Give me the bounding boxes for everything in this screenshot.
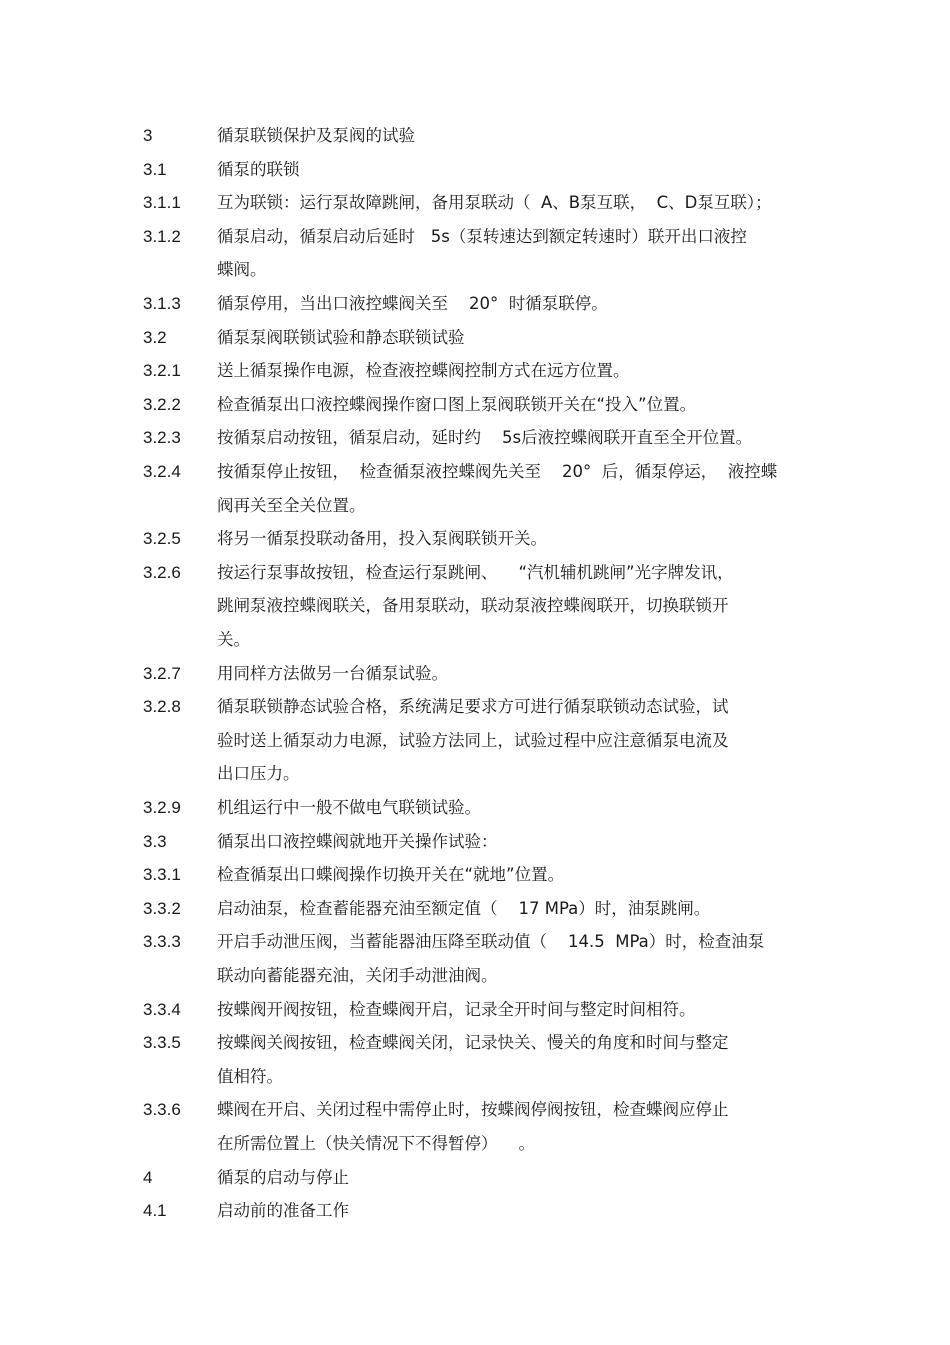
clause-text xyxy=(217,354,827,388)
clause-text-line: 机组运行中一般不做电气联锁试验。 xyxy=(217,798,481,817)
clause-text xyxy=(217,421,827,455)
clause-text xyxy=(217,1093,827,1160)
clause-text-line: 循泵的联锁 xyxy=(217,159,300,179)
clause-number: 3.2.2 xyxy=(143,394,181,414)
clause-text-line: 循泵联锁静态试验合格，系统满足要求方可进行循泵联锁动态试验，试 xyxy=(217,697,729,717)
clause-text-line: 互为联锁：运行泵故障跳闸，备用泵联动（ A、B泵互联， C、D泵互联）； xyxy=(217,193,772,213)
clause-number: 3.2.6 xyxy=(143,562,181,582)
clause-number: 3.1.2 xyxy=(143,226,181,246)
clause-text-line: 启动前的准备工作 xyxy=(217,1201,349,1221)
clause-text-line: 跳闸泵液控蝶阀联关，备用泵联动，联动泵液控蝶阀联开，切换联锁开 xyxy=(217,596,729,616)
clause-number: 3 xyxy=(143,126,153,145)
clause-text-line: 验时送上循泵动力电源，试验方法同上，试验过程中应注意循泵电流及 xyxy=(217,730,729,750)
clause-text-line: 循泵联锁保护及泵阀的试验 xyxy=(217,126,415,145)
clause-text xyxy=(217,825,827,859)
clause-text-line: 出口压力。 xyxy=(217,764,300,784)
clause-text xyxy=(217,287,827,321)
clause-text xyxy=(217,993,827,1027)
clause-number: 4 xyxy=(143,1167,153,1187)
clause-text-line: 阀再关至全关位置。 xyxy=(217,495,366,515)
clause-text-line: 循泵的启动与停止 xyxy=(217,1167,349,1187)
clause-text xyxy=(217,892,827,926)
clause-text xyxy=(217,791,827,825)
clause-number: 3.2.3 xyxy=(143,428,181,448)
clause-number: 3.2.9 xyxy=(143,798,181,817)
clause-text-line: 检查循泵出口液控蝶阀操作窗口图上泵阀联锁开关在“投入”位置。 xyxy=(217,394,697,414)
clause-text xyxy=(217,858,827,892)
clause-number: 3.2.1 xyxy=(143,361,181,381)
clause-text-line: 循泵出口液控蝶阀就地开关操作试验： xyxy=(217,831,498,851)
clause-text xyxy=(217,690,827,791)
clause-text xyxy=(217,657,827,691)
clause-text xyxy=(217,220,827,287)
clause-number: 3.2.8 xyxy=(143,697,181,717)
clause-text-line: 循泵停用，当出口液控蝶阀关至 20° 时循泵联停。 xyxy=(217,294,608,313)
clause-text xyxy=(217,455,827,522)
clause-text-line: 循泵启动，循泵启动后延时 5s（泵转速达到额定转速时）联开出口液控 xyxy=(217,226,747,246)
clause-text-line: 按蝶阀开阀按钮，检查蝶阀开启，记录全开时间与整定时间相符。 xyxy=(217,999,696,1019)
clause-text xyxy=(217,119,827,153)
clause-number: 3.3.4 xyxy=(143,999,181,1019)
clause-number: 3.3.1 xyxy=(143,865,181,885)
clause-number: 3.2 xyxy=(143,327,167,347)
clause-text-line: 联动向蓄能器充油，关闭手动泄油阀。 xyxy=(217,965,498,985)
clause-text-line: 蝶阀。 xyxy=(217,260,267,280)
clause-text xyxy=(217,522,827,556)
clause-text xyxy=(217,153,827,187)
clause-number: 3.3.3 xyxy=(143,932,181,952)
clause-text-line: 用同样方法做另一台循泵试验。 xyxy=(217,663,448,683)
clause-number: 3.3.2 xyxy=(143,898,181,918)
clause-number: 3.3 xyxy=(143,831,167,851)
clause-text-line: 检查循泵出口蝶阀操作切换开关在“就地”位置。 xyxy=(217,865,565,885)
clause-text xyxy=(217,556,827,657)
clause-number: 3.3.6 xyxy=(143,1100,181,1120)
clause-number: 3.1 xyxy=(143,159,167,179)
clause-text-line: 值相符。 xyxy=(217,1066,283,1086)
clause-text-line: 送上循泵操作电源，检查液控蝶阀控制方式在远方位置。 xyxy=(217,361,630,381)
clause-text xyxy=(217,388,827,422)
clause-text-line: 循泵泵阀联锁试验和静态联锁试验 xyxy=(217,327,465,347)
clause-text-line: 按运行泵事故按钮，检查运行泵跳闸、 “汽机辅机跳闸”光字牌发讯， xyxy=(217,562,734,582)
clause-number: 3.3.5 xyxy=(143,1033,181,1053)
clause-text xyxy=(217,1026,827,1093)
clause-text-line: 在所需位置上（快关情况下不得暂停） 。 xyxy=(217,1133,535,1153)
clause-text-line: 蝶阀在开启、关闭过程中需停止时，按蝶阀停阀按钮，检查蝶阀应停止 xyxy=(217,1100,729,1120)
clause-text-line: 按循泵停止按钮， 检查循泵液控蝶阀先关至 20° 后，循泵停运， 液控蝶 xyxy=(217,462,778,481)
clause-number: 3.2.7 xyxy=(143,663,181,683)
clause-number: 4.1 xyxy=(143,1201,167,1221)
clause-text-line: 按循泵启动按钮，循泵启动，延时约 5s后液控蝶阀联开直至全开位置。 xyxy=(217,428,753,448)
clause-number: 3.1.3 xyxy=(143,294,181,313)
clause-text xyxy=(217,925,827,992)
clause-text xyxy=(217,1161,827,1195)
clause-text-line: 启动油泵，检查蓄能器充油至额定值（ 17 MPa）时，油泵跳闸。 xyxy=(217,898,711,918)
clause-text-line: 按蝶阀关阀按钮，检查蝶阀关闭，记录快关、慢关的角度和时间与整定 xyxy=(217,1033,729,1053)
clause-number: 3.2.5 xyxy=(143,529,181,549)
clause-text xyxy=(217,186,827,220)
clause-number: 3.2.4 xyxy=(143,462,181,481)
clause-text-line: 关。 xyxy=(217,629,250,649)
clause-text xyxy=(217,321,827,355)
clause-number: 3.1.1 xyxy=(143,193,181,213)
clause-text-line: 将另一循泵投联动备用，投入泵阀联锁开关。 xyxy=(217,529,547,549)
clause-text-line: 开启手动泄压阀，当蓄能器油压降至联动值（ 14.5 MPa）时，检查油泵 xyxy=(217,932,765,952)
clause-text xyxy=(217,1194,827,1228)
